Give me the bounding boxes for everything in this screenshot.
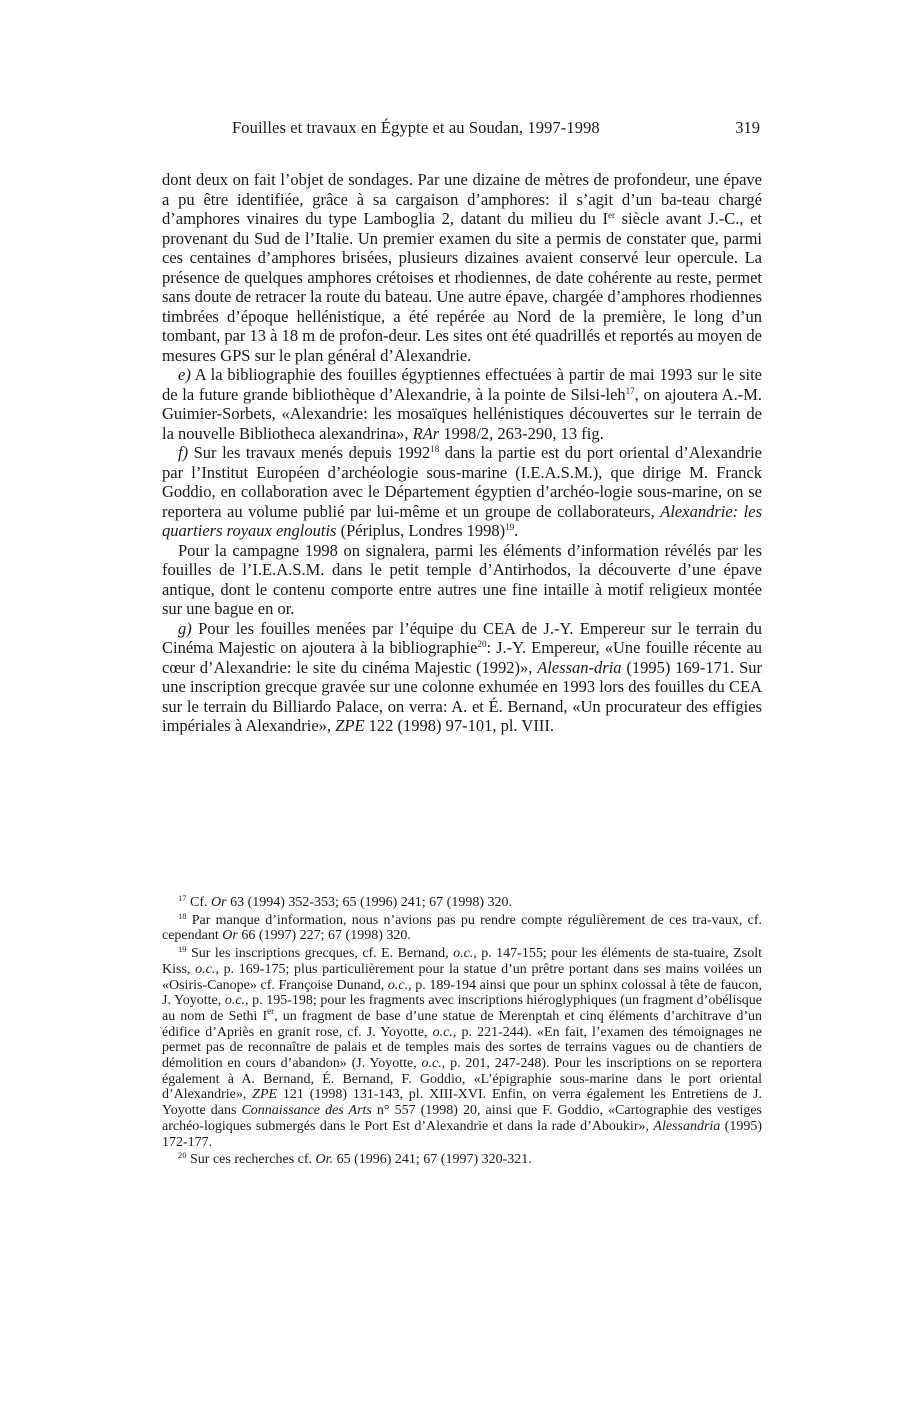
paragraph-g: g) Pour les fouilles menées par l’équipe du CEA de J.-Y. Empereur sur le terrain du Cinéma Majestic on ajoutera à la bibliographie$^{20}$: J.-Y. Empereur, «Une fouille récente au cœur d’Alexandrie: le site du cinéma Majestic (1992)», Alessan-dria (1995) 169-171. Sur une inscription grecque gravée sur une colonne exhumée en 1993 lors des fouilles du CEA sur le terrain du Billiardo Palace, on verra: A. et É. Bernand, «Un procurateur des effigies impériales à Alexandrie», ZPE 122 (1998) 97-101, pl. VIII. bbox=[162, 618, 763, 735]
footnote-ref-19: 19 bbox=[505, 522, 515, 532]
paragraph-f: f) Sur les travaux menés depuis 1992$^{18}$ dans la partie est du port oriental d’Alexandrie par l’Institut Européen d’archéologie sous-marine (I.E.A.S.M.), que dirige M. Franck Goddio, en collaboration avec le Département égyptien d’archéo-logie sous-marine, on se reportera au volume publié par lui-même et un groupe de collaborateurs, Alexandrie: les quartiers royaux engloutis (Périplus, Londres 1998)$^{19}$. bbox=[162, 443, 762, 540]
running-header bbox=[160, 118, 760, 142]
main-text bbox=[162, 170, 762, 736]
item-label-g: g) bbox=[178, 618, 192, 638]
footnotes bbox=[162, 895, 762, 1170]
item-label-e: e) bbox=[178, 365, 191, 384]
footnote-ref-18: 18 bbox=[430, 444, 440, 454]
footnote-19: $^{19}$ Sur les inscriptions grecques, cf. E. Bernand, o.c., p. 147-155; pour les éléments de sta-tuaire, Zsolt Kiss, o.c., p. 169-175; plus particulièrement pour la statue d’un prêtre portant dans ses mains voilées un «Osiris-Canope» cf. Françoise Dunand, o.c., p. 189-194 ainsi que pour un sphinx colossal à tête de faucon, J. Yoyotte, o.c., p. 195-198; pour les fragments avec inscriptions hiéroglyphiques (un fragment d’obélisque au nom de Sethi Ier, un fragment de base d’une statue de Merenptah et cinq éléments d’architrave d’un édifice d’Apriès en granit rose, cf. J. Yoyotte, o.c., p. 221-244). «En fait, l’examen des témoignages ne permet pas de reconnaître de palais et de temples mais des sortes de terrains vagues ou de chantiers de démolition en cours d’abandon» (J. Yoyotte, o.c., p. 201, 247-248). Pour les inscriptions on se reportera également à A. Bernand, É. Bernand, F. Goddio, «L’épigraphie sous-marine dans le port oriental d’Alexandrie», ZPE 121 (1998) 131-143, pl. XIII-XVI. Enfin, on verra également les Entretiens de J. Yoyotte dans Connaissance des Arts n° 557 (1998) 20, ainsi que F. Goddio, «Cartographie des vestiges archéo-logiques submergés dans le Port Est d’Alexandrie et dans la rade d’Aboukir», Alessandria (1995) 172-177. bbox=[162, 944, 763, 1150]
footnote-ref-17: 17 bbox=[625, 385, 635, 396]
paragraph-wreck: dont deux on fait l’objet de sondages. Par une dizaine de mètres de profondeur, une épave a pu être identifiée, grâce à sa cargaison d’amphores: il s’agit d’un ba-teau chargé d’amphores vinaires du type Lamboglia 2, datant du milieu du Ier siècle avant J.-C., et provenant du Sud de l’Italie. Un premier examen du site a permis de constater que, parmi ces centaines d’amphores brisées, plusieurs dizaines avaient conservé leur opercule. La présence de quelques amphores crétoises et rhodiennes, de date cohérente au reste, permet sans doute de retracer la route du bateau. Une autre épave, chargée d’amphores rhodiennes timbrées d’époque hellénistique, a été repérée au Nord de la première, le long d’un tombant, par 13 à 18 m de profon-deur. Les sites ont été quadrillés et reportés au moyen de mesures GPS sur le plan général d’Alexandrie. bbox=[162, 170, 762, 365]
footnote-20: $^{20}$ Sur ces recherches cf. Or. 65 (1996) 241; 67 (1997) 320-321. bbox=[178, 1150, 532, 1168]
paragraph-campagne: Pour la campagne 1998 on signalera, parmi les éléments d’information révélés par les fouilles de l’I.E.A.S.M. dans le petit temple d’Antirhodos, la découverte d’une épave antique, dont le contenu comporte entre autres une fine intaille à motif religieux montée sur une bague en or. bbox=[162, 540, 762, 618]
paragraph-e: e) A la bibliographie des fouilles égyptiennes effectuées à partir de mai 1993 sur le site de la future grande bibliothèque d’Alexandrie, à la pointe de Silsi-leh$^{17}$, on ajoutera A.-M. Guimier-Sorbets, «Alexandrie: les mosaïques hellénistiques découvertes sur le terrain de la nouvelle Bibliotheca alexandrina», RAr 1998/2, 263-290, 13 fig. bbox=[162, 365, 762, 443]
item-label-f: f) bbox=[178, 443, 189, 462]
footnote-ref-20: 20 bbox=[477, 639, 487, 649]
footnote-17: $^{17}$ Cf. Or 63 (1994) 352-353; 65 (1996) 241; 67 (1998) 320. bbox=[178, 893, 512, 910]
footnote-18: $^{18}$ Par manque d’information, nous n’avions pas pu rendre compte régulièrement de ces tra-vaux, cf. cependant Or 66 (1997) 227; 67 (1998) 320. bbox=[162, 910, 762, 944]
page-number: 319 bbox=[735, 118, 760, 137]
running-title: Fouilles et travaux en Égypte et au Soudan, 1997-1998 bbox=[232, 118, 600, 137]
